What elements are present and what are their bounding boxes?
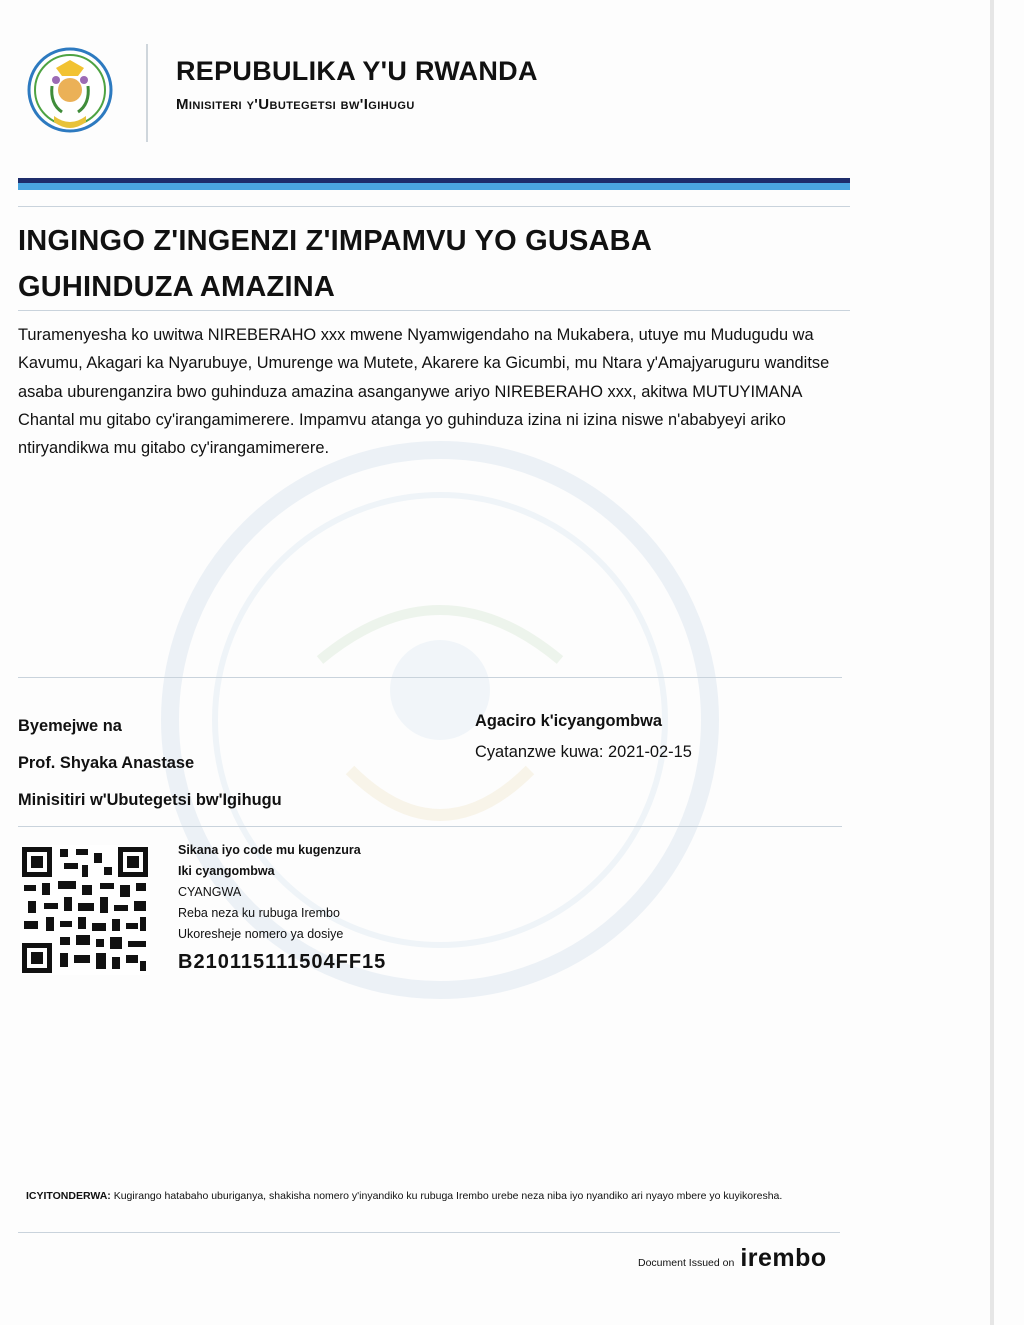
verify-line-4: Reba neza ku rubuga Irembo [178,906,340,920]
signature-block [18,708,282,819]
irembo-logo[interactable]: irembo [740,1244,827,1272]
divider-footer [18,1232,840,1233]
verify-line-5: Ukoresheje nomero ya dosiye [178,927,344,941]
verify-line-3: CYANGWA [178,885,242,899]
verification-block [178,840,386,977]
title-line-2: GUHINDUZA AMAZINA [18,271,335,303]
approved-by-label: Byemejwe na [18,717,122,735]
title-line-1: INGINGO Z'INGENZI Z'IMPAMVU YO GUSABA [18,225,652,257]
rwanda-coat-of-arms-icon [26,46,114,140]
verify-line-1: Sikana iyo code mu kugenzura [178,843,361,857]
footer-notice [26,1186,816,1206]
document-number: B210115111504FF15 [178,951,387,973]
divider-above-signature [18,677,842,678]
qr-code-icon[interactable] [20,845,150,975]
header-divider [146,44,148,142]
issue-date: Cyatanzwe kuwa: 2021-02-15 [475,743,692,761]
validity-heading: Agaciro k'icyangombwa [475,712,662,730]
page-edge [990,0,994,1325]
divider-above-qr [18,826,842,827]
validity-block [475,706,692,768]
header-band [18,178,850,190]
issued-by [638,1244,827,1273]
notice-text: Kugirango hatabaho uburiganya, shakisha nomero y'inyandiko ku rubuga Irembo urebe neza niba iyo nyandiko ari nyayo mbere yo kuyikoresha. [113,1190,783,1202]
ministry-name: Minisiteri y'Ubutegetsi bw'Igihugu [176,96,415,113]
band-light [18,183,850,190]
republic-name: REPUBULIKA Y'U RWANDA [176,56,538,86]
document-body: Turamenyesha ko uwitwa NIREBERAHO xxx mwene Nyamwigendaho na Mukabera, utuye mu Mudugudu wa Kavumu, Akagari ka Nyarubuye, Umurenge wa Mutete, Akarere ka Gicumbi, mu Ntara y'Amajyaruguru wanditse asaba uburenganzira bwo guhinduza amazina asanganywe ariyo NIREBERAHO xxx, akitwa MUTUYIMANA Chantal mu gitabo cy'irangamimerere. Impamvu atanga yo guhinduza izina ni izina niswe n'ababyeyi ariko ntiryandikwa mu gitabo cy'irangamimerere. [18,326,830,458]
verify-line-2: Iki cyangombwa [178,864,275,878]
signatory-name: Prof. Shyaka Anastase [18,754,195,772]
divider-under-band [18,206,850,207]
notice-label: ICYITONDERWA: [26,1190,111,1202]
signatory-position: Minisitiri w'Ubutegetsi bw'Igihugu [18,791,282,809]
divider-under-title [18,310,850,311]
document-title [18,218,838,310]
issued-label: Document Issued on [638,1257,735,1269]
